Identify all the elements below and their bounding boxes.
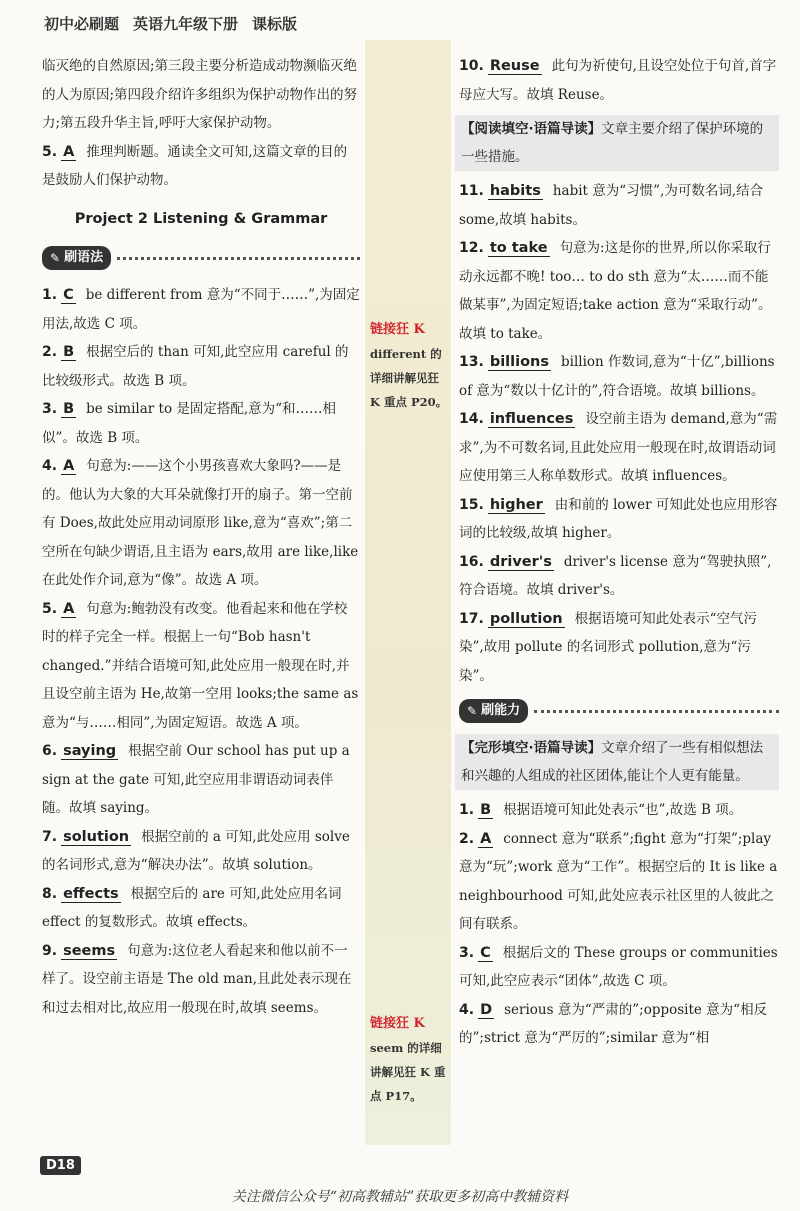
- answer: C: [63, 287, 74, 303]
- answer: driver's: [489, 553, 552, 570]
- answer: D: [480, 1001, 493, 1018]
- margin-note-title: 链接狂 K: [370, 322, 425, 337]
- question-number: 10.: [459, 58, 484, 74]
- explanation: 根据语境可知此处表示“也”,故选 B 项。: [503, 802, 743, 818]
- answer-item: [42, 737, 360, 823]
- answer-item: [42, 452, 360, 595]
- answer-item: [42, 395, 360, 452]
- question-number: 13.: [459, 354, 484, 370]
- answer: B: [63, 344, 75, 360]
- answer-item: [42, 595, 360, 738]
- answer-item: [42, 937, 360, 1023]
- answer: solution: [63, 828, 130, 845]
- intro-paragraph: 临灭绝的自然原因;第三段主要分析造成动物濒临灭绝的人为原因;第四段介绍许多组织为保护动物作出的努力;第五段升华主旨,呼吁大家保护动物。: [42, 58, 358, 131]
- question-number: 6.: [42, 743, 58, 759]
- question-number: 17.: [459, 610, 484, 627]
- answer-item: [459, 996, 779, 1053]
- answer: A: [63, 458, 75, 474]
- reading-guide-text: 文章主要介绍了保护环境的一些措施。: [461, 121, 764, 165]
- question-number: 1.: [42, 287, 58, 303]
- answer-item: [459, 605, 779, 691]
- answer: effects: [63, 885, 119, 902]
- brush-icon: ✎: [467, 703, 478, 718]
- answer: B: [480, 802, 492, 818]
- question-number: 12.: [459, 240, 484, 256]
- answer: A: [63, 143, 75, 160]
- answer-item: [459, 796, 779, 825]
- answer-item: [42, 281, 360, 338]
- badge-label: 刷能力: [481, 702, 521, 718]
- book-title: 初中必刷题: [44, 14, 120, 33]
- ability-badge: [459, 699, 528, 723]
- explanation: billion 作数词,意为“十亿”,billions of 意为“数以十亿计的”,符合语境。故填 billions。: [459, 354, 775, 399]
- cloze-guide-text: 文章介绍了一些有相似想法和兴趣的人组成的社区团体,能让个人更有能量。: [461, 740, 764, 784]
- cloze-items: [459, 796, 779, 1053]
- question-number: 5.: [42, 143, 58, 160]
- page-header: [44, 8, 297, 38]
- question-number: 3.: [459, 944, 475, 961]
- page-number: D18: [40, 1156, 81, 1175]
- answer: C: [480, 944, 491, 961]
- explanation: 句意为:这位老人看起来和他以前不一样了。设空前主语是 The old man,且此处表示现在和过去相对比,故应用一般现在时,故填 seems。: [42, 942, 352, 1016]
- explanation: habit 意为“习惯”,为可数名词,结合 some,故填 habits。: [459, 183, 764, 228]
- subject-title: 英语九年级下册: [133, 14, 239, 33]
- question-number: 14.: [459, 411, 484, 427]
- dotted-divider: [117, 257, 360, 260]
- explanation: 由和前的 lower 可知此处也应用形容词的比较级,故填 higher。: [459, 496, 778, 541]
- explanation: be similar to 是固定搭配,意为“和……相似”。故选 B 项。: [42, 401, 337, 446]
- question-number: 2.: [459, 830, 475, 847]
- answer-item: [42, 880, 360, 937]
- left-column: [42, 52, 360, 1022]
- question-number: 3.: [42, 401, 58, 417]
- answer: A: [63, 600, 75, 617]
- margin-strip: [365, 40, 451, 1145]
- answer-item: [459, 825, 779, 939]
- answer: B: [63, 401, 75, 417]
- dotted-divider: [534, 710, 779, 713]
- reading-items: [459, 177, 779, 690]
- question-number: 16.: [459, 553, 484, 570]
- answer: habits: [489, 183, 541, 199]
- explanation: 句意为:鲍勃没有改变。他看起来和他在学校时的样子完全一样。根据上一句“Bob hasn't changed.”并结合语境可知,此处应用一般现在时,并且设空前主语为 He,故第一空用 looks;the same as 意为“与……相同”,为固定短语。故选 A 项。: [42, 600, 359, 731]
- margin-note-text: seem 的详细讲解见狂 K 重点 P17。: [370, 1041, 446, 1103]
- explanation: be different from 意为“不同于……”,为固定用法,故选 C 项。: [42, 287, 360, 332]
- answer: saying: [63, 743, 117, 759]
- answer-item: [459, 939, 779, 996]
- margin-note-different: [370, 318, 450, 414]
- answer: Reuse: [489, 58, 540, 74]
- explanation: 根据空后的 are 可知,此处应用名词 effect 的复数形式。故填 effects。: [42, 885, 342, 930]
- grammar-badge: [42, 246, 111, 270]
- answer: influences: [489, 411, 574, 427]
- margin-note-text: different 的详细讲解见狂 K 重点 P20。: [370, 347, 448, 409]
- answer-item: [42, 823, 360, 880]
- margin-note-seem: [370, 1012, 450, 1108]
- explanation: 根据空前的 a 可知,此处应用 solve 的名词形式,意为“解决办法”。故填 solution。: [42, 828, 350, 873]
- answer: seems: [63, 942, 116, 959]
- explanation: 根据语境可知此处表示“空气污染”,故用 pollute 的名词形式 pollution,意为“污染”。: [459, 610, 758, 684]
- question-number: 2.: [42, 344, 58, 360]
- answer-item: [459, 234, 779, 348]
- question-number: 4.: [42, 458, 58, 474]
- explanation: 设空前主语为 demand,意为“需求”,为不可数名词,且此处应用一般现在时,故谓语动词应使用第三人称单数形式。故填 influences。: [459, 411, 778, 484]
- edition-label: 课标版: [252, 14, 298, 33]
- ability-section-header: [459, 694, 779, 728]
- answer-item: [459, 348, 779, 405]
- answer-item: [459, 548, 779, 605]
- question-number: 1.: [459, 802, 475, 818]
- question-number: 11.: [459, 183, 484, 199]
- section-title: Project 2 Listening & Grammar: [74, 210, 328, 227]
- answer-item: [459, 491, 779, 548]
- explanation: 句意为:这是你的世界,所以你采取行动永远都不晚! too… to do sth 意为“太……而不能做某事”,为固定短语;take action 意为“采取行动”。故填 to take。: [459, 240, 772, 342]
- explanation: connect 意为“联系”;fight 意为“打架”;play 意为“玩”;work 意为“工作”。根据空后的 It is like a neighbourhood 可知,此处应表示社区里的人彼此之间有联系。: [459, 830, 778, 932]
- question-number: 15.: [459, 496, 484, 513]
- right-column: [459, 52, 779, 1053]
- badge-label: 刷语法: [64, 249, 104, 265]
- explanation: 此句为祈使句,且设空处位于句首,首字母应大写。故填 Reuse。: [459, 58, 777, 103]
- explanation: 推理判断题。通读全文可知,这篇文章的目的是鼓励人们保护动物。: [42, 143, 348, 188]
- explanation: driver's license 意为“驾驶执照”,符合语境。故填 driver's。: [459, 553, 772, 598]
- answer: higher: [489, 496, 543, 513]
- answer-item: [459, 177, 779, 234]
- question-number: 4.: [459, 1001, 475, 1018]
- answer-item: [42, 338, 360, 395]
- question-number: 9.: [42, 942, 58, 959]
- question-10: [459, 52, 779, 109]
- cloze-guide-label: 【完形填空·语篇导读】: [461, 740, 602, 756]
- question-number: 5.: [42, 600, 58, 617]
- grammar-section-header: [42, 241, 360, 275]
- explanation: 根据空前 Our school has put up a sign at the gate 可知,此空应用非谓语动词表伴随。故填 saying。: [42, 743, 350, 816]
- answer: A: [480, 830, 492, 847]
- explanation: 根据空后的 than 可知,此空应用 careful 的比较级形式。故选 B 项。: [42, 344, 349, 389]
- grammar-items: [42, 281, 360, 1022]
- question-number: 7.: [42, 828, 58, 845]
- answer: pollution: [489, 610, 563, 627]
- explanation: 根据后文的 These groups or communities 可知,此空应表示“团体”,故选 C 项。: [459, 944, 778, 989]
- explanation: serious 意为“严肃的”;opposite 意为“相反的”;strict 意为“严厉的”;similar 意为“相: [459, 1001, 768, 1046]
- footer-note: 关注微信公众号“初高教辅站”获取更多初高中教辅资料: [231, 1189, 569, 1205]
- reading-guide-label: 【阅读填空·语篇导读】: [461, 121, 602, 137]
- explanation: 句意为:——这个小男孩喜欢大象吗?——是的。他认为大象的大耳朵就像打开的扇子。第一空前有 Does,故此处应用动词原形 like,意为“喜欢”;第二空所在句缺少谓语,且主语为 ears,故用 are like,like 在此处作介词,意为“像”。故选 A 项。: [42, 458, 359, 588]
- answer: to take: [489, 240, 548, 256]
- margin-note-title: 链接狂 K: [370, 1016, 425, 1031]
- reading-guide: [455, 115, 779, 171]
- answer: billions: [489, 354, 549, 370]
- brush-icon: ✎: [50, 250, 61, 265]
- question-number: 8.: [42, 885, 58, 902]
- question-5: [42, 138, 360, 195]
- cloze-guide: [455, 734, 779, 790]
- answer-item: [459, 405, 779, 491]
